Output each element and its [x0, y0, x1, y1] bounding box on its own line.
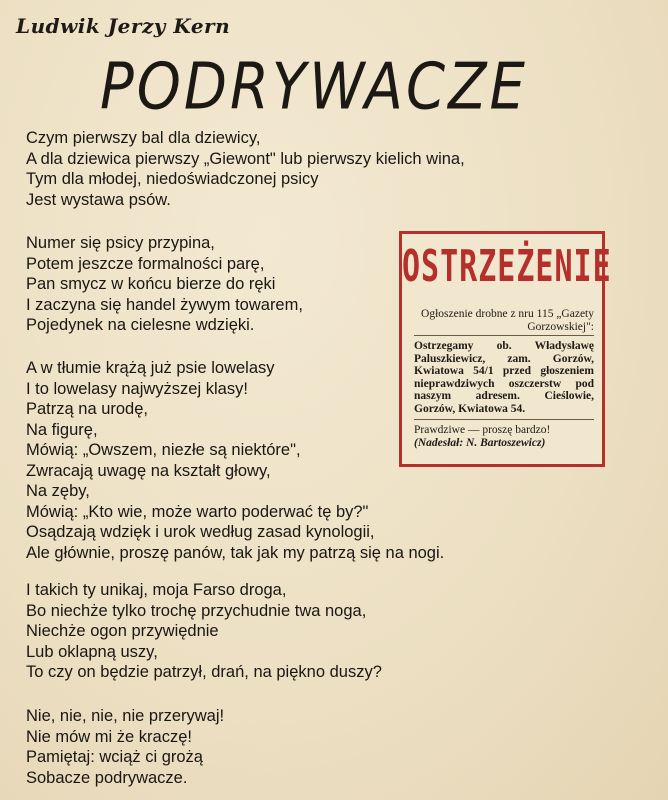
poem-line: Na figurę, [26, 420, 98, 439]
poem-line: Mówią: „Kto wie, może warto poderwać tę by?" [26, 502, 369, 521]
poem-line: Czym pierwszy bal dla dziewicy, [26, 129, 261, 147]
stanza [26, 128, 465, 210]
poem-line: Lub oklapną uszy, [26, 642, 158, 661]
notice-warning: Ostrzegamy ob. Władysławę Paluszkiewicz, zam. Gorzów, Kwiatowa 54/1 przed głoszeniem nieprawdziwych oszczerstw pod naszym adresem. Cieślowie, Gorzów, Kwiatowa 54. [414, 340, 594, 415]
poem-line: I takich ty unikaj, moja Farso droga, [26, 581, 287, 599]
notice-body [414, 308, 594, 449]
stanza [26, 706, 224, 788]
poem-line: Mówią: „Owszem, niezłe są niektóre", [26, 441, 301, 459]
notice-box [399, 231, 612, 467]
poem-line: Niechże ogon przywiędnie [26, 622, 219, 640]
notice-divider [414, 335, 594, 336]
poem-line: To czy on będzie patrzył, drań, na piękno duszy? [26, 663, 382, 681]
poem-line: Pamiętaj: wciąż ci grożą [26, 748, 203, 766]
poem-line: Patrzą na urodę, [26, 400, 148, 418]
poem-line: Na zęby, [26, 482, 90, 500]
poem-line: Numer się psicy przypina, [26, 234, 215, 252]
stanza [26, 358, 444, 563]
poem-line: A w tłumie krążą już psie lowelasy [26, 359, 275, 377]
poem-line: I to lowelasy najwyższej klasy! [26, 379, 248, 398]
notice-divider [414, 419, 594, 420]
poem-line: Pojedynek na cielesne wdzięki. [26, 316, 255, 334]
notice-comment: Prawdziwe — proszę bardzo! [414, 424, 551, 436]
poem-line: Osądzają wdzięk i urok według zasad kynologii, [26, 523, 375, 541]
poem-line: Jest wystawa psów. [26, 190, 171, 209]
poem-line: Nie, nie, nie, nie przerywaj! [26, 707, 225, 725]
stanza [26, 580, 382, 683]
poem-line: Pan smycz w końcu bierze do ręki [26, 275, 276, 293]
notice-intro: Ogłoszenie drobne z nru 115 „Gazety Gorzowskiej": [421, 308, 594, 333]
poem-line: Zwracają uwagę na kształt głowy, [26, 461, 271, 480]
poem-line: Ale głównie, proszę panów, tak jak my patrzą się na nogi. [26, 543, 445, 562]
notice-sender: (Nadesłał: N. Bartoszewicz) [414, 436, 546, 449]
poem-line: Sobacze podrywacze. [26, 768, 188, 787]
poem-line: Bo niechże tylko trochę przychudnie twa noga, [26, 601, 367, 620]
poem-line: Nie mów mi że kraczę! [26, 727, 192, 746]
poem-line: Tym dla młodej, niedoświadczonej psicy [26, 170, 319, 188]
poem-line: A dla dziewica pierwszy „Giewont" lub pierwszy kielich wina, [26, 149, 465, 168]
poem-title: PODRYWACZE [100, 50, 528, 125]
stanza [26, 233, 303, 336]
notice-title: OSTRZEŻENIE [402, 242, 612, 293]
poem-line: Potem jeszcze formalności parę, [26, 254, 265, 273]
poem-line: I zaczyna się handel żywym towarem, [26, 295, 303, 314]
author-name: Ludwik Jerzy Kern [16, 14, 231, 38]
